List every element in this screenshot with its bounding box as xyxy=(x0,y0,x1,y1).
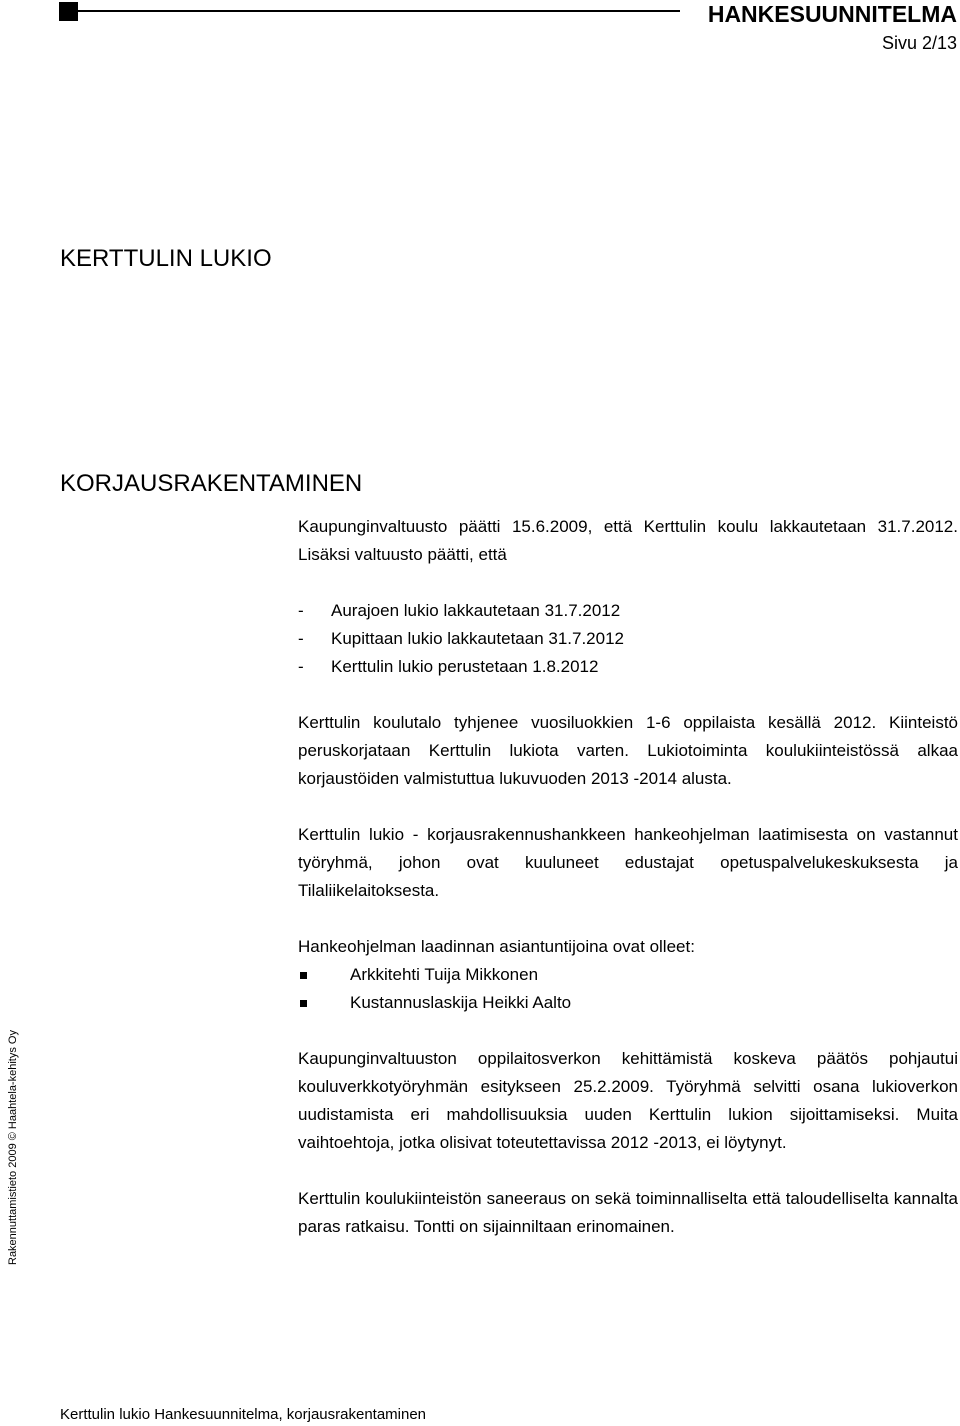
list-item-text: Aurajoen lukio lakkautetaan 31.7.2012 xyxy=(331,601,621,620)
body-content xyxy=(298,513,958,1241)
square-bullet-icon xyxy=(300,1000,307,1007)
list-item xyxy=(298,625,958,653)
dash-marker: - xyxy=(298,629,304,648)
list-item-text: Kupittaan lukio lakkautetaan 31.7.2012 xyxy=(331,629,625,648)
workgroup-paragraph: Kerttulin lukio - korjausrakennushankkeen hankeohjelman laatimisesta on vastannut työryhmä, johon ovat kuuluneet edustajat opetuspalvelukeskuksesta ja Tilaliikelaitoksesta. xyxy=(298,825,958,900)
list-item xyxy=(298,989,958,1017)
building-paragraph: Kerttulin koulutalo tyhjenee vuosiluokkien 1-6 oppilaista kesällä 2012. Kiinteistö peruskorjataan Kerttulin lukiota varten. Lukiotoiminta koulukiinteistössä alkaa korjaustöiden valmistuttua lukuvuoden 2013 -2014 alusta. xyxy=(298,713,958,788)
side-copyright xyxy=(0,985,20,1265)
header-rule xyxy=(78,10,680,12)
square-bullet-icon xyxy=(300,972,307,979)
header-logo-square xyxy=(59,2,78,21)
dash-marker: - xyxy=(298,657,304,676)
intro-paragraph: Kaupunginvaltuusto päätti 15.6.2009, että Kerttulin koulu lakkautetaan 31.7.2012. Lisäksi valtuusto päätti, että xyxy=(298,517,958,564)
document-type-title: HANKESUUNNITELMA xyxy=(707,1,957,27)
renovation-paragraph: Kerttulin koulukiinteistön saneeraus on sekä toiminnalliselta että taloudelliselta kannalta paras ratkaisu. Tontti on sijainniltaan erinomainen. xyxy=(298,1189,958,1236)
list-item xyxy=(298,597,958,625)
dash-marker: - xyxy=(298,601,304,620)
page-number: Sivu 2/13 xyxy=(881,33,957,53)
list-item xyxy=(298,961,958,989)
list-item-text: Arkkitehti Tuija Mikkonen xyxy=(350,965,539,984)
list-item-text: Kustannuslaskija Heikki Aalto xyxy=(350,993,572,1012)
experts-list xyxy=(298,961,958,1017)
side-copyright-text: Rakennuttamistieto 2009 © Haahtela-kehitys Oy xyxy=(7,1030,19,1265)
footer-text: Kerttulin lukio Hankesuunnitelma, korjausrakentaminen xyxy=(60,1406,427,1423)
experts-intro: Hankeohjelman laadinnan asiantuntijoina ovat olleet: xyxy=(298,937,695,956)
decision-list xyxy=(298,597,958,681)
section-heading: KORJAUSRAKENTAMINEN xyxy=(60,470,363,497)
list-item xyxy=(298,653,958,681)
decision-paragraph: Kaupunginvaltuuston oppilaitosverkon kehittämistä koskeva päätös pohjautui kouluverkkotyöryhmän esitykseen 25.2.2009. Työryhmä selvitti osana lukioverkon uudistamista eri mahdollisuuksia uuden Kerttulin lukion sijoittamiseksi. Muita vaihtoehtoja, jotka olisivat toteutettavissa 2012 -2013, ei löytynyt. xyxy=(298,1049,958,1152)
project-heading: KERTTULIN LUKIO xyxy=(60,245,272,272)
list-item-text: Kerttulin lukio perustetaan 1.8.2012 xyxy=(331,657,599,676)
